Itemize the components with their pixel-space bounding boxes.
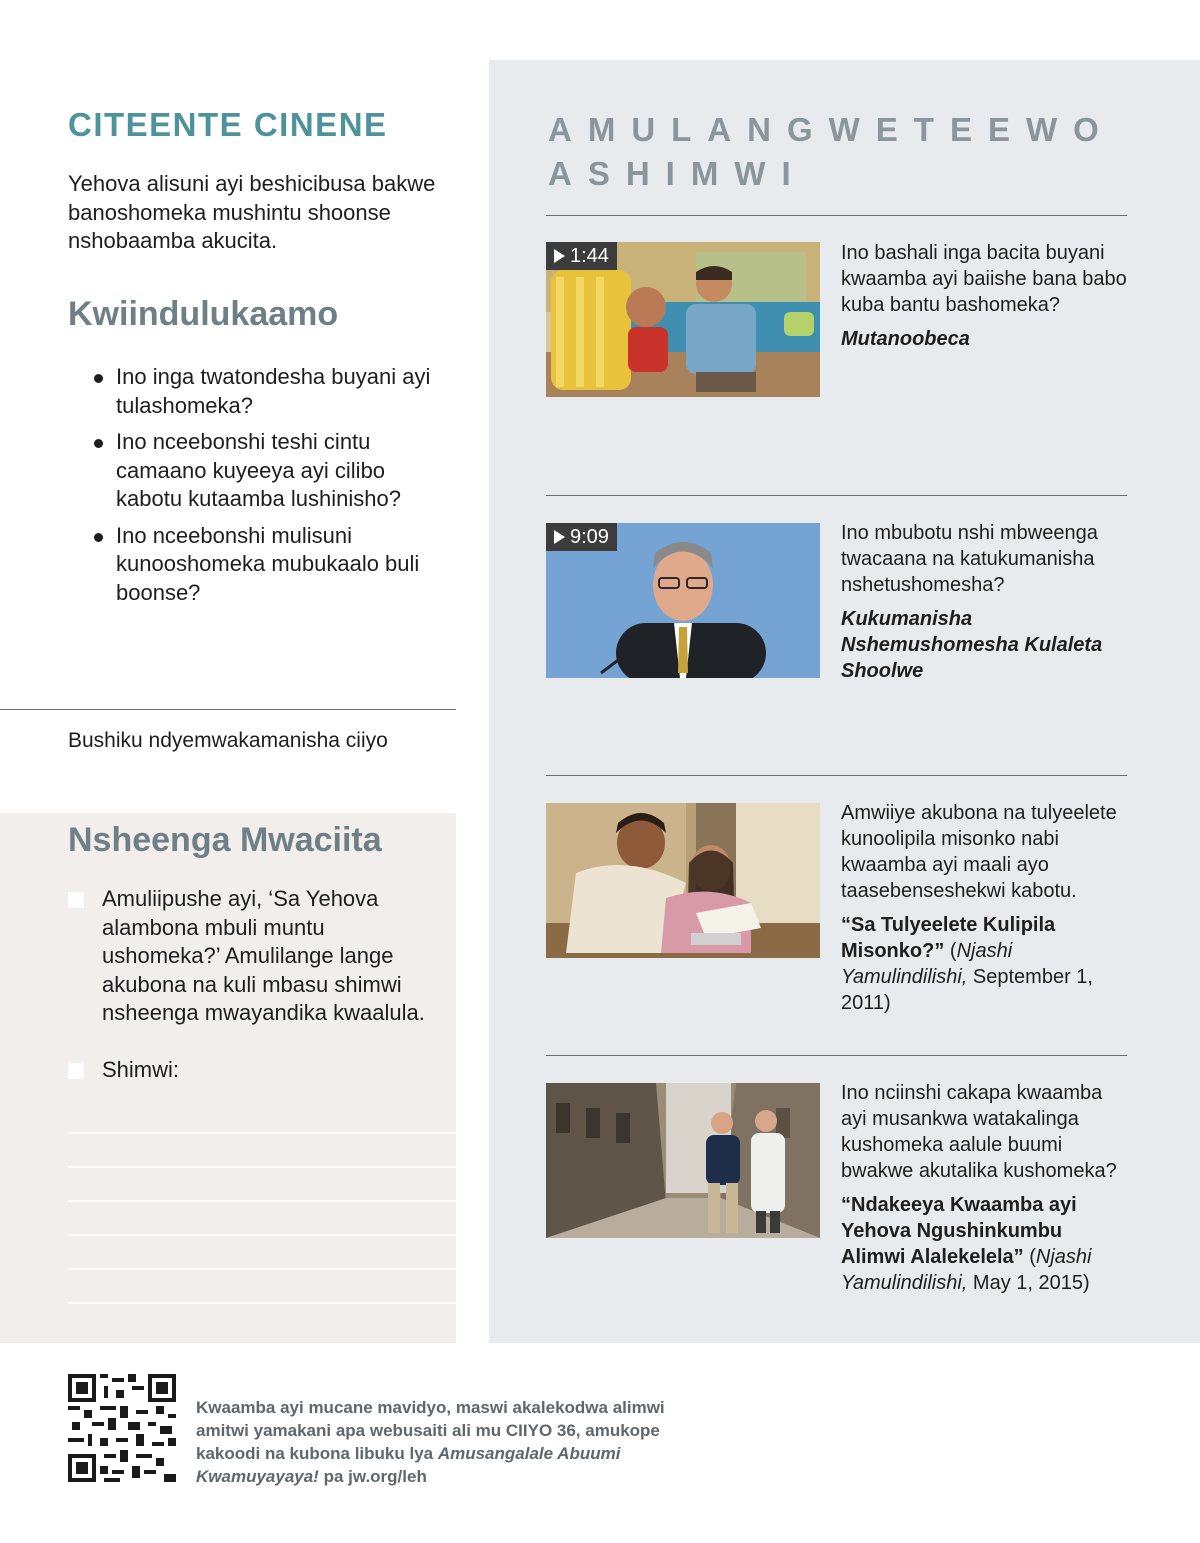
resource-source: Njashi Yamulindilishi, [841,940,1013,988]
summary-text: Yehova alisuni ayi beshicibusa bakwe banoshomeka mushintu shoonse nshobaamba akucita. [68,171,436,253]
resource-1-text [841,240,1131,352]
resource-2-text [841,520,1131,684]
resource-date: September 1, 2011) [841,966,1093,1014]
couple-walking-street-image [546,1083,820,1238]
resource-question: Amwiiye akubona na tulyeelete kunoolipila misonko nabi kwaamba ayi maali ayo taasebenseshekwi kabotu. [841,802,1117,902]
divider [546,775,1127,776]
bullet-icon [94,374,103,383]
review-question-item: Ino nceebonshi teshi cintu camaano kuyeeya ayi cilibo kabotu kutaamba lushinisho? [92,428,457,514]
review-question-item: Ino nceebonshi mulisuni kunooshomeka mubukaalo buli boonse? [92,522,457,608]
checkbox[interactable] [68,1063,84,1079]
article-thumbnail-4[interactable] [546,1083,820,1238]
resource-title-link[interactable]: “Sa Tulyeelete Kulipila Misonko?” [841,914,1056,962]
divider [546,1055,1127,1056]
video-duration-badge: 1:44 [546,242,617,270]
checkbox[interactable] [68,892,84,908]
play-icon [554,249,565,263]
writing-line[interactable] [68,1166,456,1168]
resource-question: Ino bashali inga bacita buyani kwaamba ayi baiishe bana babo kuba bantu bashomeka? [841,242,1127,316]
video-thumbnail-2[interactable] [546,523,820,678]
resource-4-text [841,1080,1131,1296]
resource-source: Njashi Yamulindilishi, [841,1246,1092,1294]
writing-line[interactable] [68,1200,456,1202]
article-thumbnail-3[interactable] [546,803,820,958]
try-this-list [68,885,448,1112]
bullet-icon [94,533,103,542]
couple-paying-taxes-image [546,803,820,958]
resource-title-link[interactable]: “Ndakeeya Kwaamba ayi Yehova Ngushinkumbu Alimwi Alalekelela” [841,1194,1077,1268]
resource-question: Ino nciinshi cakapa kwaamba ayi musankwa watakalinga kushomeka aalule buumi bwakwe akutalika kushomeka? [841,1082,1117,1182]
resource-question: Ino mbubotu nshi mbweenga twacaana na katukumanisha nshetushomesha? [841,522,1098,596]
book-title: Amusangalale Abuumi Kwamuyayaya! [196,1444,621,1486]
try-this-heading: Nsheenga Mwaciita [68,821,382,859]
writing-line[interactable] [68,1132,456,1134]
resource-title-link[interactable]: Mutanoobeca [841,328,970,350]
resource-3-text [841,800,1131,1016]
try-this-item: Amuliipushe ayi, ‘Sa Yehova alambona mbuli muntu ushomeka?’ Amulilange lange akubona na kuli mbasu shimwi nsheenga mwayandika kwaalula. [68,885,448,1028]
resource-citation: “Ndakeeya Kwaamba ayi Yehova Ngushinkumbu Alimwi Alalekelela” (Njashi Yamulindilishi, May 1, 2015) [841,1194,1092,1294]
review-heading: Kwiindulukaamo [68,295,339,333]
resource-title-link[interactable]: Kukumanisha Nshemushomesha Kulaleta Shoolwe [841,608,1103,682]
divider [0,709,456,710]
video-duration-badge: 9:09 [546,523,617,551]
writing-line[interactable] [68,1302,456,1304]
writing-line[interactable] [68,1234,456,1236]
resource-citation: “Sa Tulyeelete Kulipila Misonko?” (Njashi Yamulindilishi, September 1, 2011) [841,914,1093,1014]
review-question-item: Ino inga twatondesha buyani ayi tulashomeka? [92,363,457,420]
divider [546,215,1127,216]
summary-title: CITEENTE CINENE [68,106,388,143]
play-icon [554,530,565,544]
writing-line[interactable] [68,1268,456,1270]
try-this-item: Shimwi: [68,1056,448,1085]
completion-date-label[interactable]: Bushiku ndyemwakamanisha ciiyo [68,729,388,752]
bullet-icon [94,439,103,448]
review-questions [92,363,457,615]
divider [546,495,1127,496]
resource-date: May 1, 2015) [967,1272,1090,1294]
qr-code-icon[interactable] [68,1374,176,1482]
related-resources-title: AMULANGWETEEWO ASHIMWI [548,111,1115,192]
qr-code-graphic [68,1374,176,1482]
video-thumbnail-1[interactable] [546,242,820,397]
footer-note: Kwaamba ayi mucane mavidyo, maswi akalekodwa alimwi amitwi yamakani apa webusaiti ali mu CIIYO 36, amukope kakoodi na kubona libuku lya Amusangalale Abuumi Kwamuyayaya! pa jw.org/leh [196,1398,665,1486]
